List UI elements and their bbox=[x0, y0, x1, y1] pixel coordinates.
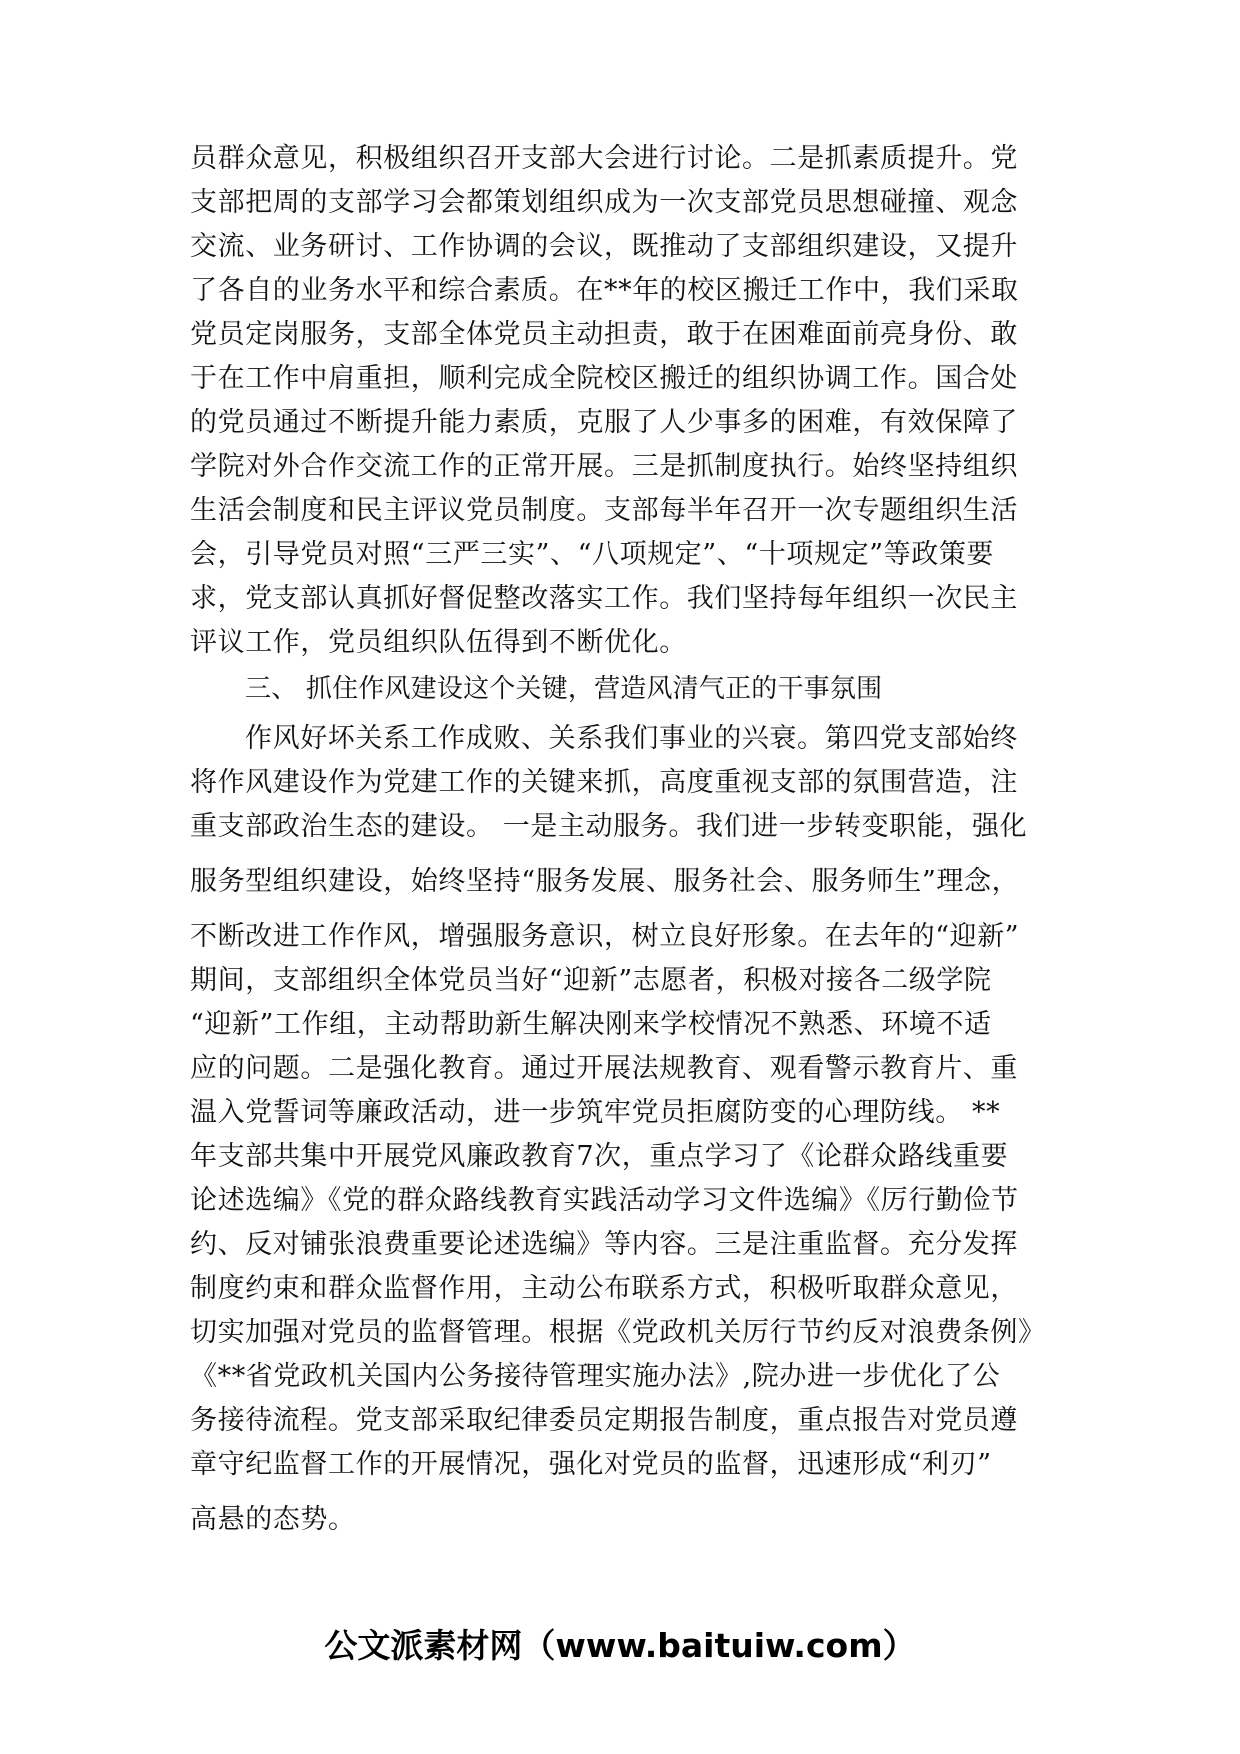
body-text-line: 党员定岗服务，支部全体党员主动担责，敢于在困难面前亮身份、敢 bbox=[190, 319, 1018, 350]
body-text-line: 交流、业务研讨、工作协调的会议，既推动了支部组织建设，又提升 bbox=[190, 231, 1018, 262]
body-text-line: 《**省党政机关国内公务接待管理实施办法》,院办进一步优化了公 bbox=[190, 1361, 1001, 1392]
body-text-line: 高悬的态势。 bbox=[190, 1504, 356, 1535]
body-text-line: 应的问题。二是强化教育。通过开展法规教育、观看警示教育片、重 bbox=[190, 1053, 1018, 1084]
body-text-line: 年支部共集中开展党风廉政教育7次，重点学习了《论群众路线重要 bbox=[190, 1141, 1009, 1172]
body-text-line: 将作风建设作为党建工作的关键来抓，高度重视支部的氛围营造，注 bbox=[190, 767, 1018, 798]
body-text-line: 员群众意见，积极组织召开支部大会进行讨论。二是抓素质提升。党 bbox=[190, 143, 1018, 174]
body-text-line: 服务型组织建设，始终坚持“服务发展、服务社会、服务师生”理念， bbox=[190, 866, 1020, 897]
body-text-line: 论述选编》《党的群众路线教育实践活动学习文件选编》《厉行勤俭节 bbox=[190, 1185, 1019, 1216]
footer-watermark-text: 公文派素材网（www.baituiw.com） bbox=[324, 1626, 916, 1665]
body-text-line: 的党员通过不断提升能力素质，克服了人少事多的困难，有效保障了 bbox=[190, 407, 1018, 438]
body-text-line: 了各自的业务水平和综合素质。在**年的校区搬迁工作中，我们采取 bbox=[190, 275, 1019, 306]
body-text-line: 学院对外合作交流工作的正常开展。三是抓制度执行。始终坚持组织 bbox=[190, 451, 1018, 482]
body-text-line: 期间，支部组织全体党员当好“迎新”志愿者，积极对接各二级学院 bbox=[190, 965, 992, 996]
body-text-line: 不断改进工作作风，增强服务意识，树立良好形象。在去年的“迎新” bbox=[190, 921, 1020, 952]
body-text-line: 求，党支部认真抓好督促整改落实工作。我们坚持每年组织一次民主 bbox=[190, 583, 1018, 614]
body-text-line: 重支部政治生态的建设。 一是主动服务。我们进一步转变职能，强化 bbox=[190, 811, 1028, 842]
body-text-line: 约、反对铺张浪费重要论述选编》等内容。三是注重监督。充分发挥 bbox=[190, 1229, 1018, 1260]
body-text-line: 制度约束和群众监督作用，主动公布联系方式，积极听取群众意见， bbox=[190, 1273, 1018, 1304]
paragraph-first-line: 作风好坏关系工作成败、关系我们事业的兴衰。第四党支部始终 bbox=[245, 723, 1018, 754]
section-heading: 三、 抓住作风建设这个关键，营造风清气正的干事氛围 bbox=[245, 674, 883, 704]
body-text-line: 评议工作，党员组织队伍得到不断优化。 bbox=[190, 627, 687, 658]
body-text-line: 于在工作中肩重担，顺利完成全院校区搬迁的组织协调工作。国合处 bbox=[190, 363, 1018, 394]
body-text-line: 支部把周的支部学习会都策划组织成为一次支部党员思想碰撞、观念 bbox=[190, 187, 1018, 218]
body-text-line: “迎新”工作组，主动帮助新生解决刚来学校情况不熟悉、环境不适 bbox=[190, 1009, 992, 1040]
body-text-line: 会，引导党员对照“三严三实”、“八项规定”、“十项规定”等政策要 bbox=[190, 539, 995, 570]
body-text-line: 务接待流程。党支部采取纪律委员定期报告制度，重点报告对党员遵 bbox=[190, 1405, 1018, 1436]
body-text-line: 温入党誓词等廉政活动，进一步筑牢党员拒腐防变的心理防线。 ** bbox=[190, 1097, 1001, 1128]
body-text-line: 章守纪监督工作的开展情况，强化对党员的监督，迅速形成“利刃” bbox=[190, 1449, 992, 1480]
body-text-line: 切实加强对党员的监督管理。根据《党政机关厉行节约反对浪费条例》 bbox=[190, 1317, 1046, 1348]
body-text-line: 生活会制度和民主评议党员制度。支部每半年召开一次专题组织生活 bbox=[190, 495, 1018, 526]
